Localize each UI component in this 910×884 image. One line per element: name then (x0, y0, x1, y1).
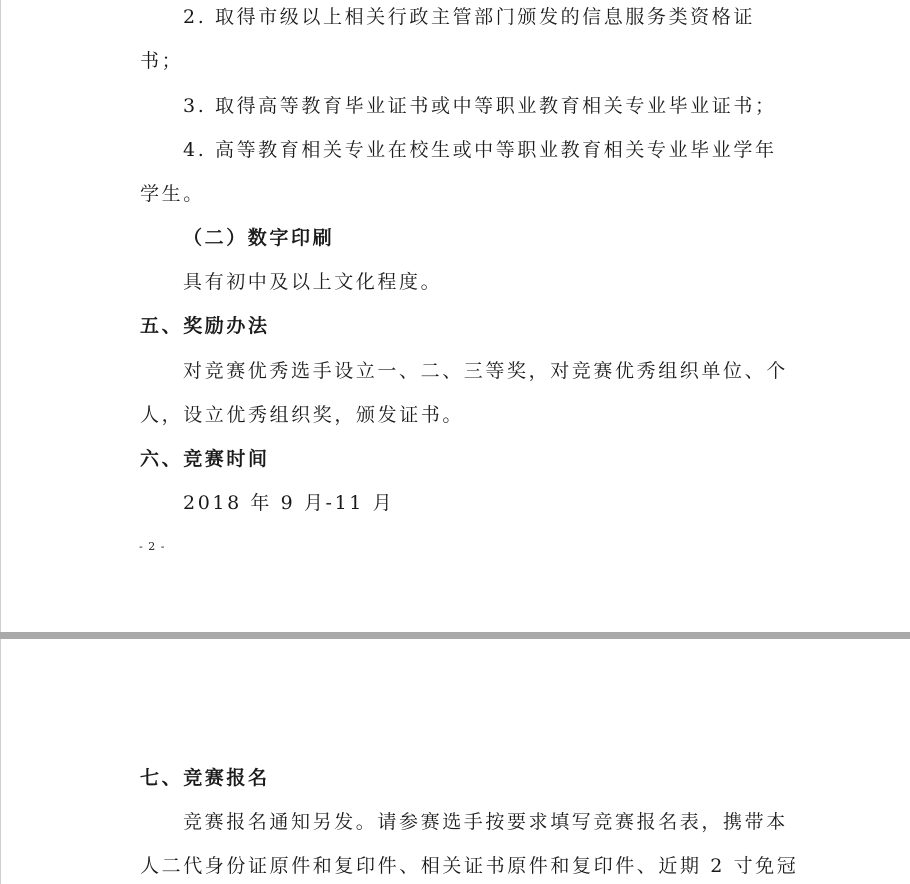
subsection-heading-digital-printing: （二）数字印刷 (183, 227, 335, 249)
list-item-4: 4. 高等教育相关专业在校生或中等职业教育相关专业毕业学年 (183, 139, 777, 161)
paragraph-education-requirement: 具有初中及以上文化程度。 (183, 271, 443, 293)
paragraph-registration-line2: 人二代身份证原件和复印件、相关证书原件和复印件、近期 2 寸免冠 (140, 855, 799, 877)
document-page-2 (0, 639, 910, 884)
list-item-3: 3. 取得高等教育毕业证书或中等职业教育相关专业毕业证书； (183, 95, 777, 117)
page-separator (0, 632, 910, 639)
section-heading-time: 六、竞赛时间 (140, 448, 270, 470)
paragraph-time: 2018 年 9 月-11 月 (183, 492, 395, 514)
list-item-2: 2. 取得市级以上相关行政主管部门颁发的信息服务类资格证 (183, 6, 755, 28)
section-heading-registration: 七、竞赛报名 (140, 767, 270, 789)
paragraph-awards-line1: 对竞赛优秀选手设立一、二、三等奖，对竞赛优秀组织单位、个 (183, 360, 788, 382)
section-heading-awards: 五、奖励办法 (140, 315, 270, 337)
list-item-4-continued: 学生。 (140, 183, 205, 205)
list-item-2-continued: 书； (140, 50, 184, 72)
paragraph-awards-line2: 人，设立优秀组织奖，颁发证书。 (140, 404, 465, 426)
page-number: - 2 - (139, 540, 166, 553)
paragraph-registration-line1: 竞赛报名通知另发。请参赛选手按要求填写竞赛报名表，携带本 (183, 811, 788, 833)
